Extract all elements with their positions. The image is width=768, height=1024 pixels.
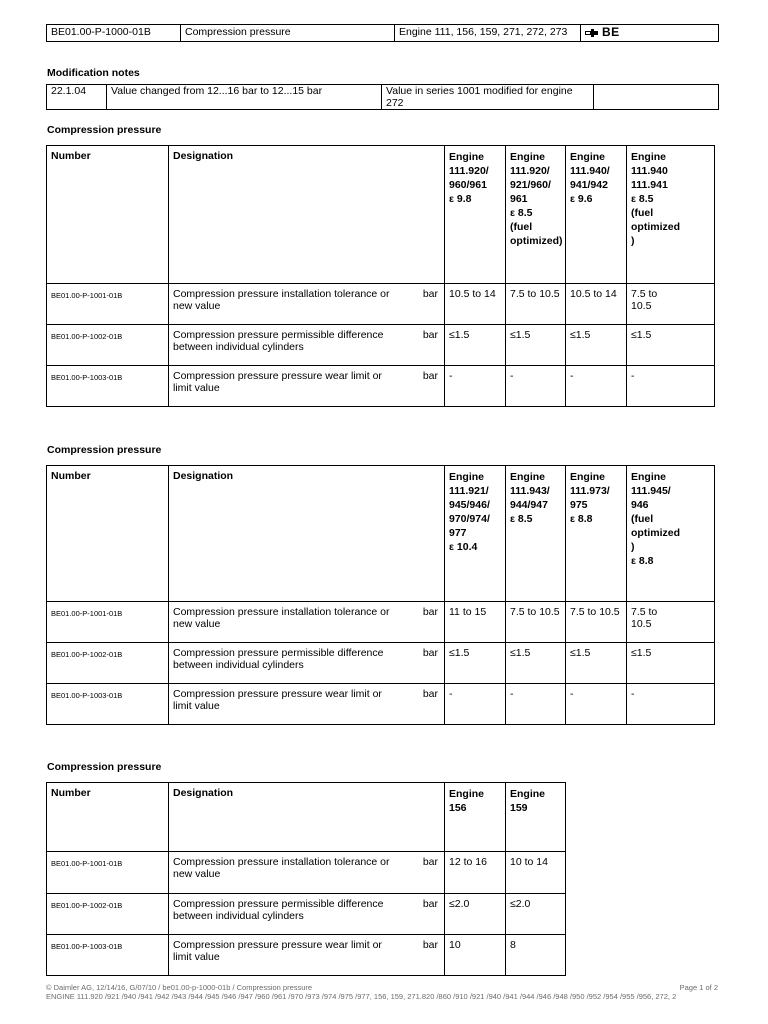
unit-text: bar <box>422 606 438 618</box>
engine-header <box>506 466 566 602</box>
value-cell: - <box>627 366 715 407</box>
be-badge <box>585 25 714 40</box>
table-row <box>47 852 566 894</box>
engine-model: 921/960/ <box>510 179 551 191</box>
be-badge-label: BE <box>602 25 620 39</box>
engine-model: 159 <box>510 802 528 814</box>
designation-text: Compression pressure installation tolerance or new value <box>173 606 390 630</box>
footer-copyright: © Daimler AG, 12/14/16, G/07/10 / be01.00-p-1000-01b / Compression pressure <box>46 983 313 992</box>
page-footer <box>46 983 718 1001</box>
compression-table-2 <box>46 465 715 725</box>
engine-label: Engine <box>449 151 485 163</box>
unit-text: bar <box>422 370 438 382</box>
engine-label: Engine <box>449 471 485 483</box>
document-header-table <box>46 24 719 42</box>
engine-label: Engine <box>631 151 667 163</box>
engine-label: Engine <box>631 471 667 483</box>
mod-change: Value changed from 12...16 bar to 12...15 bar <box>107 85 382 110</box>
value-cell: - <box>627 684 715 725</box>
unit-text: bar <box>422 939 438 951</box>
engine-model: 977 <box>449 527 467 539</box>
compression-ratio: ε 8.8 <box>631 555 654 567</box>
engine-model: 944/947 <box>510 499 548 511</box>
engine-note: (fuel optimized ) <box>631 207 680 247</box>
designation-text: Compression pressure installation tolerance or new value <box>173 288 390 312</box>
mod-note: Value in series 1001 modified for engine 272 <box>382 85 594 110</box>
engine-note: (fuel optimized) <box>510 221 563 247</box>
value-cell: ≤1.5 <box>506 325 566 366</box>
row-designation <box>169 602 445 643</box>
table-row <box>47 643 715 684</box>
designation-text: Compression pressure pressure wear limit or limit value <box>173 370 382 394</box>
doc-title: Compression pressure <box>181 25 395 42</box>
unit-text: bar <box>422 898 438 910</box>
engine-model: 111.940 <box>631 165 668 177</box>
value-cell: ≤1.5 <box>506 643 566 684</box>
designation-text: Compression pressure pressure wear limit or limit value <box>173 688 382 712</box>
engine-model: 111.920/ <box>449 165 489 177</box>
value-cell <box>627 284 715 325</box>
row-number: BE01.00-P-1002-01B <box>47 325 169 366</box>
modification-notes-heading: Modification notes <box>47 67 140 79</box>
row-number: BE01.00-P-1002-01B <box>47 894 169 935</box>
designation-text: Compression pressure permissible difference between individual cylinders <box>173 898 384 922</box>
table-row <box>47 284 715 325</box>
value-cell: ≤1.5 <box>566 325 627 366</box>
table-row <box>47 894 566 935</box>
engine-header <box>627 146 715 284</box>
compression-ratio: ε 8.8 <box>570 513 593 525</box>
footer-page-number: Page 1 of 2 <box>679 983 718 992</box>
col-number-header: Number <box>47 466 169 602</box>
value-cell: 8 <box>506 935 566 976</box>
table-row <box>47 366 715 407</box>
row-designation <box>169 852 445 894</box>
row-number: BE01.00-P-1003-01B <box>47 684 169 725</box>
unit-text: bar <box>422 647 438 659</box>
engine-model: 111.941 <box>631 179 668 191</box>
engine-model: 156 <box>449 802 467 814</box>
engine-header <box>506 783 566 852</box>
value-text: 7.5 to 10.5 <box>631 606 658 630</box>
section-title-3: Compression pressure <box>47 761 162 773</box>
row-number: BE01.00-P-1003-01B <box>47 935 169 976</box>
compression-ratio: ε 8.5 <box>510 513 533 525</box>
mod-date: 22.1.04 <box>47 85 107 110</box>
engine-label: Engine <box>449 788 485 800</box>
engine-header <box>566 146 627 284</box>
value-cell: 10.5 to 14 <box>566 284 627 325</box>
engine-label: Engine <box>570 471 606 483</box>
compression-ratio: ε 8.5 <box>631 193 654 205</box>
unit-text: bar <box>422 288 438 300</box>
row-designation <box>169 325 445 366</box>
value-cell: 7.5 to 10.5 <box>566 602 627 643</box>
engine-header <box>506 146 566 284</box>
engine-model: 111.945/ <box>631 485 671 497</box>
table-row <box>47 935 566 976</box>
footer-engine-list: ENGINE 111.920 /921 /940 /941 /942 /943 /944 /945 /946 /947 /960 /961 /970 /973 /974 /975 /977, 156, 159, 271.820 /860 /910 /921 /940 /941 /944 /946 /948 /950 /952 /954 /955 /956, 272, 2 <box>46 992 677 1001</box>
section-title-1: Compression pressure <box>47 124 162 136</box>
value-cell: - <box>506 684 566 725</box>
row-designation <box>169 894 445 935</box>
engine-label: Engine <box>570 151 606 163</box>
row-number: BE01.00-P-1001-01B <box>47 602 169 643</box>
value-cell: 7.5 to 10.5 <box>506 602 566 643</box>
value-cell: 10 to 14 <box>506 852 566 894</box>
compression-table-1 <box>46 145 715 407</box>
hand-pointer-icon <box>585 28 599 38</box>
designation-text: Compression pressure permissible difference between individual cylinders <box>173 647 384 671</box>
value-cell: - <box>445 684 506 725</box>
engine-model: 946 <box>631 499 649 511</box>
table-row <box>47 684 715 725</box>
table-row <box>47 602 715 643</box>
row-designation <box>169 643 445 684</box>
value-cell: 10.5 to 14 <box>445 284 506 325</box>
engine-model: 111.973/ <box>570 485 610 497</box>
value-cell: ≤1.5 <box>566 643 627 684</box>
value-text: 7.5 to 10.5 <box>631 288 658 312</box>
engine-model: 945/946/ <box>449 499 490 511</box>
col-designation-header: Designation <box>169 783 445 852</box>
engine-model: 111.940/ <box>570 165 610 177</box>
row-number: BE01.00-P-1001-01B <box>47 852 169 894</box>
engine-model: 975 <box>570 499 588 511</box>
engine-model: 960/961 <box>449 179 487 191</box>
row-designation <box>169 366 445 407</box>
value-cell: - <box>445 366 506 407</box>
value-cell: 10 <box>445 935 506 976</box>
row-number: BE01.00-P-1003-01B <box>47 366 169 407</box>
value-cell: ≤1.5 <box>627 643 715 684</box>
col-number-header: Number <box>47 146 169 284</box>
engine-model: 111.921/ <box>449 485 489 497</box>
col-designation-header: Designation <box>169 466 445 602</box>
compression-ratio: ε 8.5 <box>510 207 533 219</box>
value-cell <box>627 602 715 643</box>
engine-note: (fuel optimized ) <box>631 513 680 553</box>
value-cell: 7.5 to 10.5 <box>506 284 566 325</box>
engine-list: Engine 111, 156, 159, 271, 272, 273 <box>395 25 581 42</box>
engine-model: 941/942 <box>570 179 608 191</box>
engine-label: Engine <box>510 151 546 163</box>
row-designation <box>169 684 445 725</box>
designation-text: Compression pressure installation tolerance or new value <box>173 856 390 880</box>
value-cell: - <box>566 684 627 725</box>
engine-model: 961 <box>510 193 528 205</box>
engine-model: 970/974/ <box>449 513 490 525</box>
doc-id: BE01.00-P-1000-01B <box>47 25 181 42</box>
value-cell: ≤1.5 <box>445 643 506 684</box>
row-number: BE01.00-P-1002-01B <box>47 643 169 684</box>
value-cell: ≤1.5 <box>627 325 715 366</box>
be-badge-cell <box>581 25 719 42</box>
modification-notes-table <box>46 84 719 110</box>
col-designation-header: Designation <box>169 146 445 284</box>
row-number: BE01.00-P-1001-01B <box>47 284 169 325</box>
table-row <box>47 325 715 366</box>
value-cell: 12 to 16 <box>445 852 506 894</box>
col-number-header: Number <box>47 783 169 852</box>
value-cell: ≤2.0 <box>506 894 566 935</box>
value-cell: ≤1.5 <box>445 325 506 366</box>
designation-text: Compression pressure pressure wear limit or limit value <box>173 939 382 963</box>
section-title-2: Compression pressure <box>47 444 162 456</box>
unit-text: bar <box>422 329 438 341</box>
row-designation <box>169 935 445 976</box>
engine-model: 111.943/ <box>510 485 550 497</box>
engine-model: 111.920/ <box>510 165 550 177</box>
engine-header <box>445 783 506 852</box>
engine-header <box>445 146 506 284</box>
compression-ratio: ε 10.4 <box>449 541 478 553</box>
value-cell: - <box>566 366 627 407</box>
engine-label: Engine <box>510 471 546 483</box>
value-cell: - <box>506 366 566 407</box>
engine-header <box>445 466 506 602</box>
compression-ratio: ε 9.8 <box>449 193 472 205</box>
engine-label: Engine <box>510 788 546 800</box>
mod-empty <box>594 85 719 110</box>
compression-table-3 <box>46 782 566 976</box>
engine-header <box>627 466 715 602</box>
value-cell: 11 to 15 <box>445 602 506 643</box>
unit-text: bar <box>422 688 438 700</box>
unit-text: bar <box>422 856 438 868</box>
value-cell: ≤2.0 <box>445 894 506 935</box>
designation-text: Compression pressure permissible difference between individual cylinders <box>173 329 384 353</box>
row-designation <box>169 284 445 325</box>
engine-header <box>566 466 627 602</box>
compression-ratio: ε 9.6 <box>570 193 593 205</box>
